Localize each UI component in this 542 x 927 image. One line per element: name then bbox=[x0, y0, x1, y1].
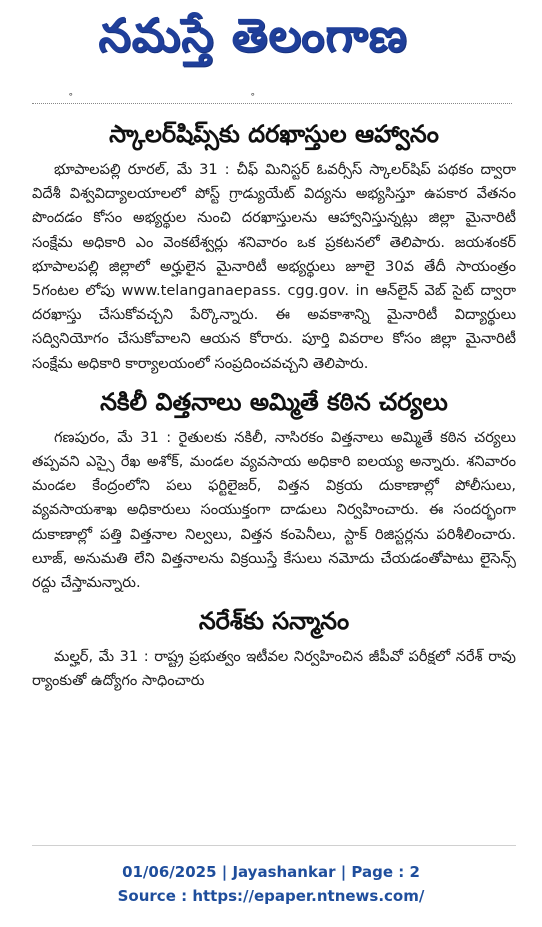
edition-info: 01/06/2025 | Jayashankar | Page : 2 bbox=[122, 863, 420, 881]
newspaper-masthead bbox=[28, 4, 478, 78]
article-headline: స్కాలర్‌షిప్స్‌కు దరఖాస్తుల ఆహ్వానం bbox=[109, 120, 439, 148]
article-body: గణపురం, మే 31 : రైతులకు నకిలీ, నాసిరకం విత్తనాలు అమ్మితే కఠిన చర్యలు తప్పవని ఎస్సై రేఖ అశోక్‌, మండల వ్యవసాయ అధికారి ఐలయ్య అన్నారు. శనివారం మండల కేంద్రంలోని పలు ఫర్టిలైజర్‌, విత్తన విక్రయ దుకాణాల్లో పోలీసులు, వ్యవసాయశాఖ అధికారులు సంయుక్తంగా దాడులు నిర్వహించారు. ఈ సందర్భంగా దుకాణాల్లో పత్తి విత్తనాల నిల్వలు, విత్తన కంపెనీలు, స్టాక్‌ రిజిస్టర్లను పరిశీలించారు. లూజ్‌, అనుమతి లేని విత్తనాలను విక్రయిస్తే కేసులు నమోదు చేయడంతోపాటు లైసెన్స్‌ రద్దు చేస్తామన్నారు. bbox=[32, 428, 516, 592]
clipping-top-edge bbox=[32, 92, 512, 106]
article-column bbox=[32, 108, 516, 846]
masthead-logo-text: నమస్తే తెలంగాణ bbox=[98, 8, 408, 62]
article-headline: నరేశ్‌కు సన్మానం bbox=[198, 607, 350, 636]
source-link[interactable]: Source : https://epaper.ntnews.com/ bbox=[117, 887, 425, 905]
article-body: భూపాలపల్లి రూరల్‌, మే 31 : చీఫ్‌ మినిస్టర్‌ ఓవర్సీస్‌ స్కాలర్‌షిప్‌ పథకం ద్వారా విదేశీ విశ్వవిద్యాలయాలలో పోస్ట్‌ గ్రాడ్యుయేట్‌ విద్యను అభ్యసిస్తూ ఉపకార వేతనం పొందడం కోసం అభ్యర్థుల నుంచి దరఖాస్తులను ఆహ్వానిస్తున్నట్లు జిల్లా మైనారిటీ సంక్షేమ అధికారి ఎం వెంకటేశ్వర్లు శనివారం ఒక ప్రకటనలో తెలిపారు. జయశంకర్‌ భూపాలపల్లి జిల్లాలో అర్హులైన మైనారిటీ అభ్యర్థులు జూలై 30వ తేదీ సాయంత్రం 5గంటల లోపు www.telanganaepass. cgg.gov. in ఆన్‌లైన్‌ వెబ్‌ సైట్‌ ద్వారా దరఖాస్తు చేసుకోవచ్చని పేర్కొన్నారు. ఈ అవకాశాన్ని మైనారిటీ విద్యార్థులు సద్వినియోగం చేసుకోవాలని ఆయన కోరారు. పూర్తి వివరాల కోసం జిల్లా మైనారిటీ సంక్షేమ అధికారి కార్యాలయంలో సంప్రదించవచ్చని తెలిపారు. bbox=[32, 161, 516, 372]
article-naresh-felicitation bbox=[32, 603, 516, 693]
article-body: మల్హర్‌, మే 31 : రాష్ట్ర ప్రభుత్వం ఇటీవల నిర్వహించిన జీపీవో పరీక్షలో నరేశ్‌ రావు ర్యాంకుతో ఉద్యోగం సాధించారు bbox=[32, 648, 516, 690]
cut-fragment-middle: ˚ bbox=[250, 92, 256, 105]
clipping-bottom-edge bbox=[32, 845, 516, 846]
cut-fragment-left: ˚ bbox=[68, 92, 74, 105]
clipping-footer bbox=[0, 860, 542, 908]
article-headline: నకిలీ విత్తనాలు అమ్మితే కఠిన చర్యలు bbox=[100, 387, 448, 416]
article-fake-seeds bbox=[32, 384, 516, 595]
article-scholarships bbox=[32, 116, 516, 376]
